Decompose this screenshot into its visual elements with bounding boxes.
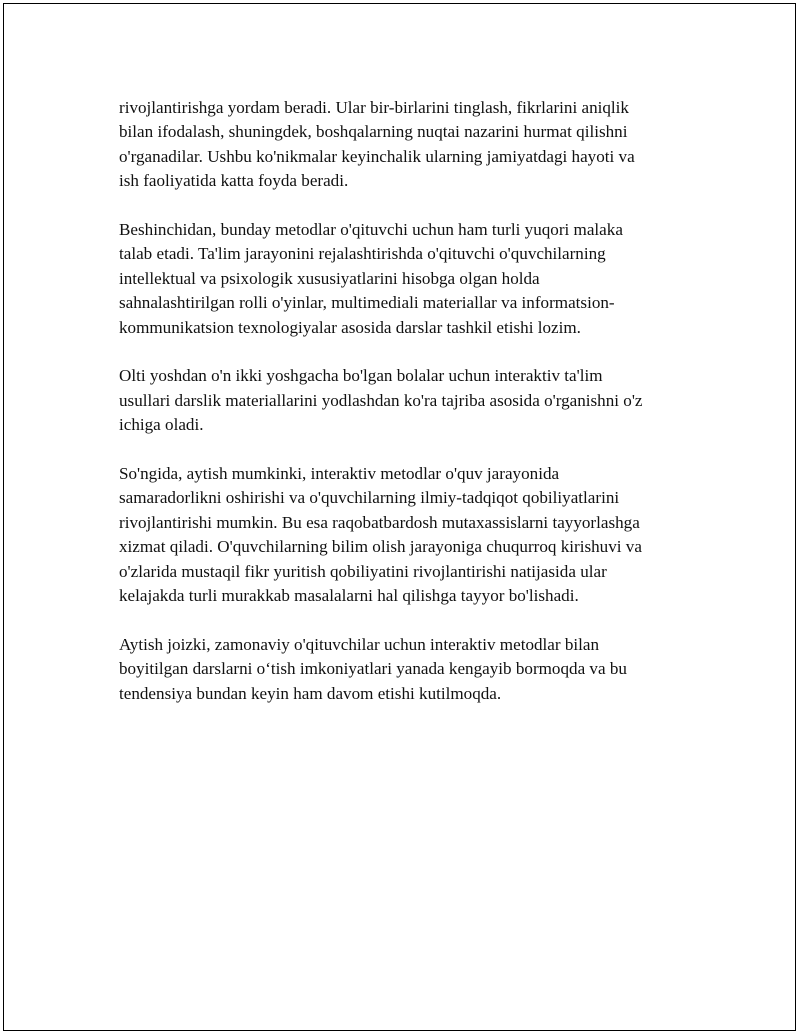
text-line: talab etadi. Ta'lim jarayonini rejalashtirishda o'qituvchi o'quvchilarning: [119, 244, 606, 264]
paragraph-1: [119, 96, 697, 194]
paragraph-5: [119, 633, 697, 706]
text-line: xizmat qiladi. O'quvchilarning bilim olish jarayoniga chuqurroq kirishuvi va: [119, 537, 642, 557]
text-line: ichiga oladi.: [119, 415, 204, 435]
text-line: ish faoliyatida katta foyda beradi.: [119, 171, 349, 191]
text-line: rivojlantirishi mumkin. Bu esa raqobatbardosh mutaxassislarni tayyorlashga: [119, 512, 640, 532]
text-line: intellektual va psixologik xususiyatlarini hisobga olgan holda: [119, 268, 540, 288]
document-body: [119, 96, 697, 730]
text-line: Olti yoshdan o'n ikki yoshgacha bo'lgan bolalar uchun interaktiv ta'lim: [119, 366, 603, 386]
text-line: rivojlantirishga yordam beradi. Ular bir-birlarini tinglash, fikrlarini aniqlik: [119, 98, 629, 117]
paragraph-2: [119, 218, 697, 340]
document-page: [3, 3, 796, 1031]
text-line: kelajakda turli murakkab masalalarni hal qilishga tayyor bo'lishadi.: [119, 586, 579, 606]
text-line: boyitilgan darslarni o‘tish imkoniyatlari yanada kengayib bormoqda va bu: [119, 659, 627, 679]
text-line: usullari darslik materiallarini yodlashdan ko'ra tajriba asosida o'rganishni o'z: [119, 390, 643, 410]
text-line: kommunikatsion texnologiyalar asosida darslar tashkil etishi lozim.: [119, 317, 581, 337]
text-line: o'zlarida mustaqil fikr yuritish qobiliyatini rivojlantirishi natijasida ular: [119, 561, 607, 581]
text-line: o'rganadilar. Ushbu ko'nikmalar keyinchalik ularning jamiyatdagi hayoti va: [119, 146, 635, 166]
text-line: bilan ifodalash, shuningdek, boshqalarning nuqtai nazarini hurmat qilishni: [119, 122, 628, 142]
text-line: sahnalashtirilgan rolli o'yinlar, multimediali materiallar va informatsion-: [119, 293, 615, 313]
text-line: Beshinchidan, bunday metodlar o'qituvchi uchun ham turli yuqori malaka: [119, 220, 623, 240]
text-line: tendensiya bundan keyin ham davom etishi kutilmoqda.: [119, 683, 502, 703]
text-line: Aytish joizki, zamonaviy o'qituvchilar uchun interaktiv metodlar bilan: [119, 634, 600, 654]
paragraph-4: [119, 462, 697, 608]
text-line: So'ngida, aytish mumkinki, interaktiv metodlar o'quv jarayonida: [119, 464, 560, 484]
paragraph-3: [119, 364, 697, 437]
text-line: samaradorlikni oshirishi va o'quvchilarning ilmiy-tadqiqot qobiliyatlarini: [119, 488, 620, 508]
